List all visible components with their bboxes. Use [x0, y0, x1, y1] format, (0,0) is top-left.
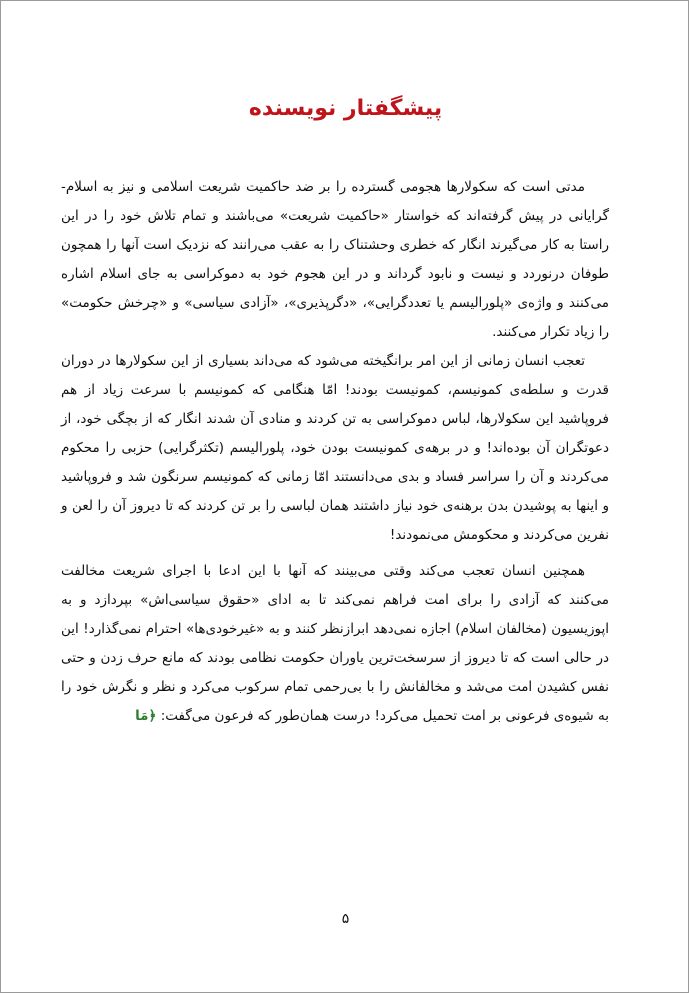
page-title: پیشگفتار نویسنده [248, 96, 443, 121]
paragraph-3-text: همچنین انسان تعجب می‌کند وقتی می‌بینند که آنها با این ادعا با اجرای شریعت مخالفت می‌کنند که آزادی را برای امت فراهم نمی‌کند تا به ادای «حقوق سیاسی‌اش» بپردازد و به اپوزیسیون (مخالفان اسلام) اجازه نمی‌دهد ابرازنظر کنند و به «غیرخودی‌ها» احترام نمی‌گذارد! این در حالی است که تا دیروز از سرسخت‌ترین یاوران حکومت نظامی بودند که مانع حرف زدن و حتی نفس کشیدن امت می‌شد و مخالفانش را با بی‌رحمی تمام سرکوب می‌کرد و نظر و نگرش خود را به شیوه‌ی فرعونی بر امت تحمیل می‌کرد! درست همان‌طور که فرعون می‌گفت: [61, 563, 609, 724]
page-number: ۵ [341, 911, 350, 927]
paragraph-2: تعجب انسان زمانی از این امر برانگیخته می‌شود که می‌داند بسیاری از این سکولارها در دوران قدرت و سلطه‌ی کمونیسم، کمونیست بودند! امّا هنگامی که کمونیسم با سرعت زیاد از هم فروپاشید این سکولارها، لباس دموکراسی به تن کردند و منادی آن شدند انگار که از بچگی خود، از دعوتگران آن بوده‌اند! و در برهه‌ی کمونیست بودن خود، پلورالیسم (تکثرگرایی) حزبی را محکوم می‌کردند و آن را سراسر فساد و بدی می‌دانستند امّا زمانی که کمونیسم سرنگون شد و فروپاشید و اینها به پوشیدن بدن برهنه‌ی خود نیاز داشتند همان لباسی را بر تن کردند که تا دیروز آن را لعن و نفرین می‌کردند و محکومش می‌نمودند! [61, 353, 609, 543]
body-text [61, 173, 609, 731]
quran-quote-start: ﴿مَا [135, 708, 157, 724]
paragraph-1: مدتی است که سکولارها هجومی گسترده را بر ضد حاکمیت شریعت اسلامی و نیز به اسلام-گرایانی در پیش گرفته‌اند که خواستار «حاکمیت شریعت» می‌باشند و تمام تلاش خود را در این راستا به کار می‌گیرند انگار که خطری وحشتناک را به عقب می‌رانند که نزدیک است آنها را همچون طوفان درنوردد و نیست و نابود گرداند و در این هجوم خود به دموکراسی به جای اسلام اشاره می‌کنند و واژه‌ی «پلورالیسم یا تعددگرایی»، «دگرپذیری»، «آزادی سیاسی» و «چرخش حکومت» را زیاد تکرار می‌کنند. [61, 179, 609, 340]
paragraph-3 [61, 557, 609, 731]
